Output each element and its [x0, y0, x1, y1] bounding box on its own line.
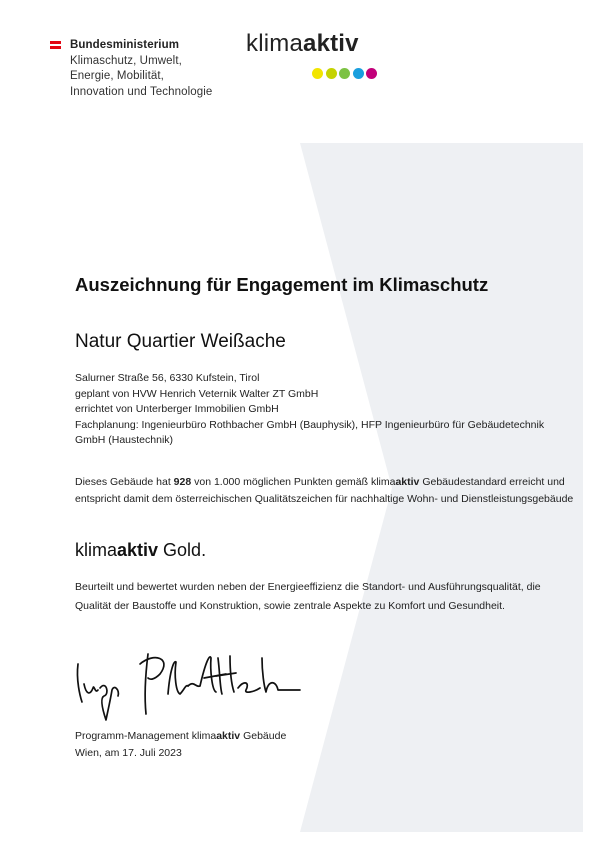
award-regular: klima	[75, 540, 118, 560]
wordmark-bold: aktiv	[303, 30, 359, 57]
score-brand-bold: aktiv	[395, 476, 420, 488]
detail-builder: errichtet von Unterberger Immobilien GmbH	[75, 403, 279, 415]
certificate-title: Auszeichnung für Engagement im Klimaschutz	[75, 274, 489, 295]
assessment-text: Beurteilt und bewertet wurden neben der Energieeffizienz die Standort- und Ausführungsqualität, die Qualität der Baustoffe und Konstruktion, sowie zentrale Aspekte zu Komfort und Gesundheit.	[75, 581, 541, 612]
score-statement	[75, 474, 575, 508]
logo-dot-icon	[339, 68, 350, 79]
detail-planner: geplant von HVW Henrich Veternik Walter ZT GmbH	[75, 387, 319, 400]
ministry-name	[70, 38, 270, 100]
flag-stripe-bottom	[50, 46, 61, 49]
project-name: Natur Quartier Weißache	[75, 331, 286, 352]
klimaaktiv-wordmark	[246, 30, 359, 58]
detail-address: Salurner Straße 56, 6330 Kufstein, Tirol	[75, 372, 260, 384]
footer	[75, 728, 286, 762]
ministry-line: Energie, Mobilität,	[70, 70, 164, 82]
program-management	[75, 728, 286, 745]
detail-specialist-planning: Fachplanung: Ingenieurbüro Rothbacher GmbH (Bauphysik), HFP Ingenieurbüro für Gebäudetechnik GmbH (Haustechnik)	[75, 418, 545, 446]
score-middle: von 1.000 möglichen Punkten gemäß klima	[191, 476, 396, 488]
ministry-line: Bundesministerium	[70, 39, 180, 51]
program-bold: aktiv	[216, 730, 241, 742]
place-date: Wien, am 17. Juli 2023	[75, 747, 182, 759]
logo-dot-icon	[326, 68, 337, 79]
award-bold: aktiv	[117, 540, 159, 560]
signature-image	[70, 650, 310, 722]
ministry-line: Klimaschutz, Umwelt,	[70, 54, 182, 67]
austria-flag-icon	[50, 41, 61, 49]
award-level	[75, 540, 206, 561]
program-suffix: Gebäude	[240, 730, 287, 742]
wordmark-regular: klima	[246, 30, 304, 57]
logo-dot-icon	[312, 68, 323, 79]
logo-dot-icon	[353, 68, 364, 79]
score-prefix: Dieses Gebäude hat	[75, 476, 174, 488]
logo-dot-icon	[366, 68, 377, 79]
logo-dots	[312, 66, 380, 84]
project-details	[75, 371, 575, 449]
klimaaktiv-logo	[246, 30, 359, 58]
score-suffix: Gebäudestandard erreicht und entspricht damit dem österreichischen Qualitätszeichen für nachhaltige Wohn- und Dienstleistungsgebäude	[75, 476, 574, 505]
score-points: 928	[173, 476, 192, 488]
ministry-line: Innovation und Technologie	[70, 85, 213, 98]
program-prefix: Programm-Management klima	[75, 730, 217, 742]
award-level-text: Gold.	[158, 540, 207, 560]
